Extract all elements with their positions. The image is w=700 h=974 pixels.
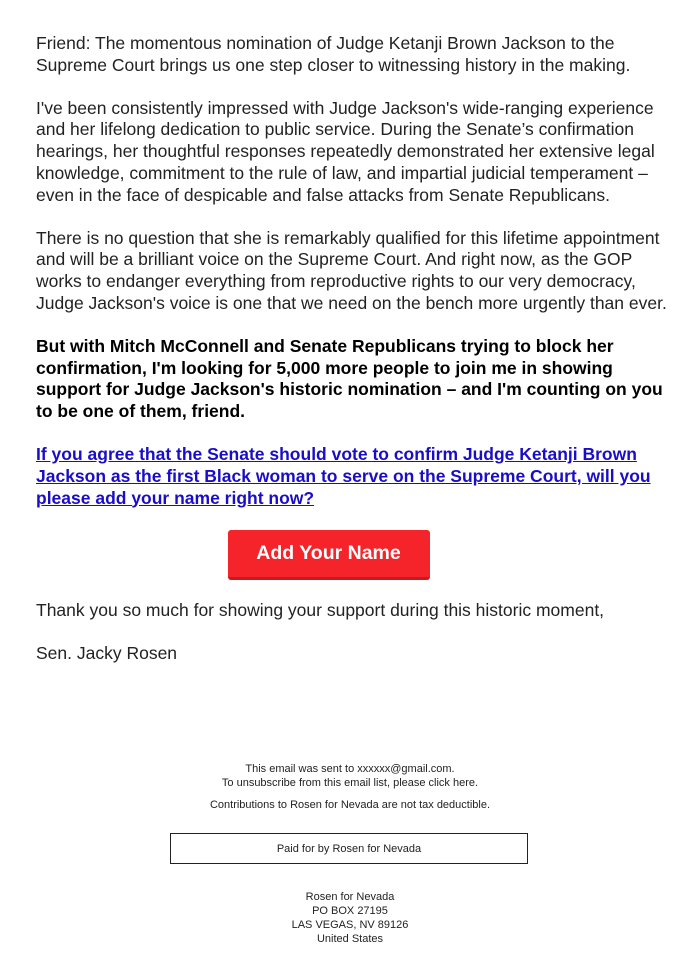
add-your-name-button[interactable]: Add Your Name [228,530,430,580]
paid-for-text: Paid for by Rosen for Nevada [276,843,422,855]
paid-for-box [170,833,528,864]
address-po-box: PO BOX 27195 [312,905,388,917]
intro-paragraph: Friend: The momentous nomination of Judge Ketanji Brown Jackson to the Supreme Court brings us one step closer to witnessing history in the making. [36,33,631,75]
tax-deductible-notice: Contributions to Rosen for Nevada are not tax deductible. [209,799,491,811]
closing-paragraph: Thank you so much for showing your support during this historic moment, [36,600,605,621]
qualified-paragraph: There is no question that she is remarkably qualified for this lifetime appointment and will be a brilliant voice on the Supreme Court. And right now, as the GOP works to endanger everything from reproductive rights to our very democracy, Judge Jackson's voice is one that we need on the bench more urgently than ever. [36,227,667,313]
email-body [36,33,671,686]
appeal-paragraph: But with Mitch McConnell and Senate Republicans trying to block her confirmation, I'm looking for 5,000 more people to join me in showing support for Judge Jackson's historic nomination – and I'm counting on you to be one of them, friend. [36,335,663,422]
unsubscribe-link[interactable]: To unsubscribe from this email list, please click here. [221,777,479,789]
email-footer [0,762,700,946]
address-name: Rosen for Nevada [305,891,395,903]
petition-link-paragraph [36,444,671,509]
signature: Sen. Jacky Rosen [36,643,178,664]
address-city: LAS VEGAS, NV 89126 [291,919,409,931]
impressed-paragraph: I've been consistently impressed with Judge Jackson's wide-ranging experience and her lifelong dedication to public service. During the Senate’s confirmation hearings, her thoughtful responses repeatedly demonstrated her extensive legal knowledge, commitment to the rule of law, and impartial judicial temperament – even in the face of despicable and false attacks from Senate Republicans. [36,97,655,205]
mailing-address [0,890,700,946]
cta-container [36,530,671,580]
sent-to-notice: This email was sent to xxxxxx@gmail.com. [245,763,455,775]
address-country: United States [316,933,384,945]
petition-link[interactable]: If you agree that the Senate should vote to confirm Judge Ketanji Brown Jackson as the first Black woman to serve on the Supreme Court, will you please add your name right now? [36,443,651,508]
